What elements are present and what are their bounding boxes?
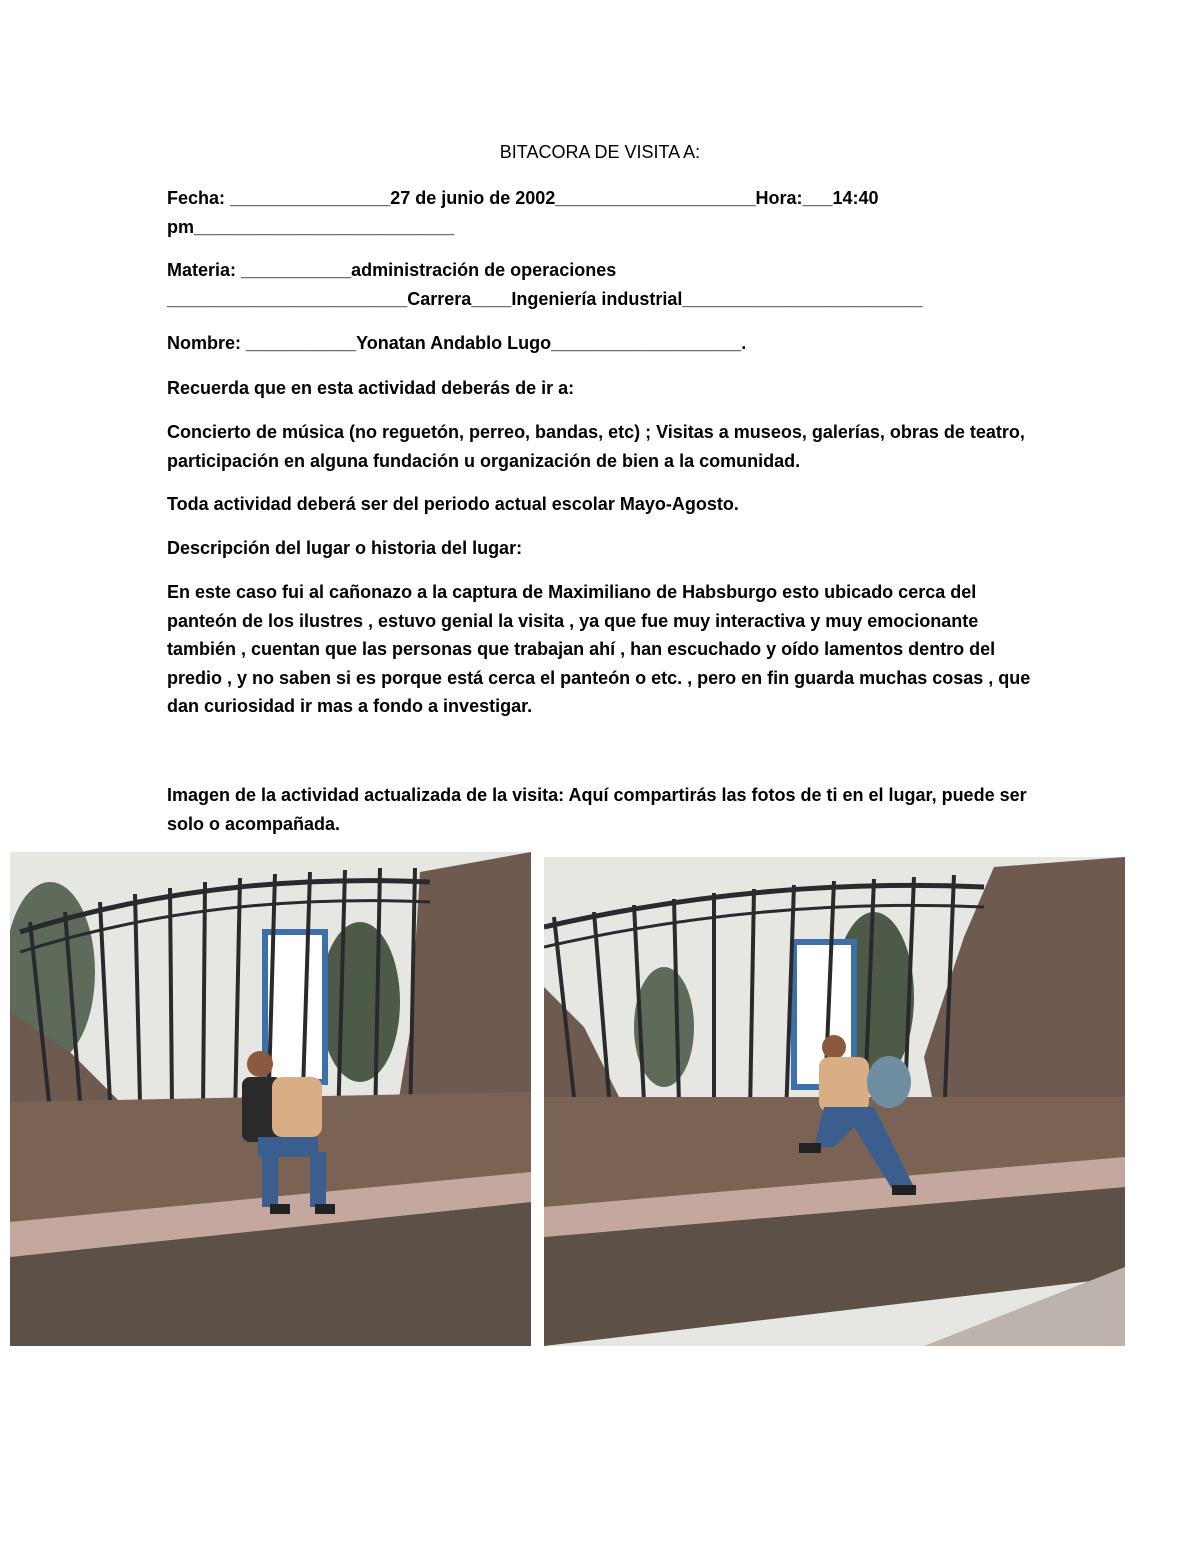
fecha-line: Fecha: ________________27 de junio de 2002____________________Hora:___14:40 bbox=[167, 188, 879, 208]
descripcion-text: En este caso fui al cañonazo a la captura de Maximiliano de Habsburgo esto ubicado cerca del panteón de los ilustres , estuvo genial la visita , ya que fue muy interactiva y muy emocionante también , cuentan que las personas que trabajan ahí , han escuchado y oído lamentos dentro del predio , y no saben si es porque está cerca el panteón o etc. , pero en fin guarda muchas cosas , que dan curiosidad ir mas a fondo a investigar. bbox=[167, 582, 1036, 716]
photo-1-illustration bbox=[10, 852, 531, 1346]
periodo-text: Toda actividad deberá ser del periodo actual escolar Mayo-Agosto. bbox=[167, 494, 739, 514]
photo-person-climbing-wall bbox=[544, 857, 1125, 1346]
document-title: BITACORA DE VISITA A: bbox=[499, 142, 701, 162]
descripcion-label: Descripción del lugar o historia del lugar: bbox=[167, 538, 523, 558]
hora-continuation-line: pm__________________________ bbox=[167, 217, 455, 237]
concierto-text: Concierto de música (no reguetón, perreo, bandas, etc) ; Visitas a museos, galerías, obras de teatro, participación en alguna fundación u organización de bien a la comunidad. bbox=[167, 422, 1030, 471]
materia-line: Materia: ___________administración de operaciones bbox=[167, 260, 617, 280]
imagen-label: Imagen de la actividad actualizada de la visita: Aquí compartirás las fotos de ti en el lugar, puede ser solo o acompañada. bbox=[167, 785, 1032, 834]
nombre-line: Nombre: ___________Yonatan Andablo Lugo___________________. bbox=[167, 333, 747, 353]
recuerda-text: Recuerda que en esta actividad deberás de ir a: bbox=[167, 378, 575, 398]
carrera-line: ________________________Carrera____Ingeniería industrial________________________ bbox=[167, 289, 923, 309]
photo-2-illustration bbox=[544, 857, 1125, 1346]
photo-person-sitting-by-fence bbox=[10, 852, 531, 1346]
